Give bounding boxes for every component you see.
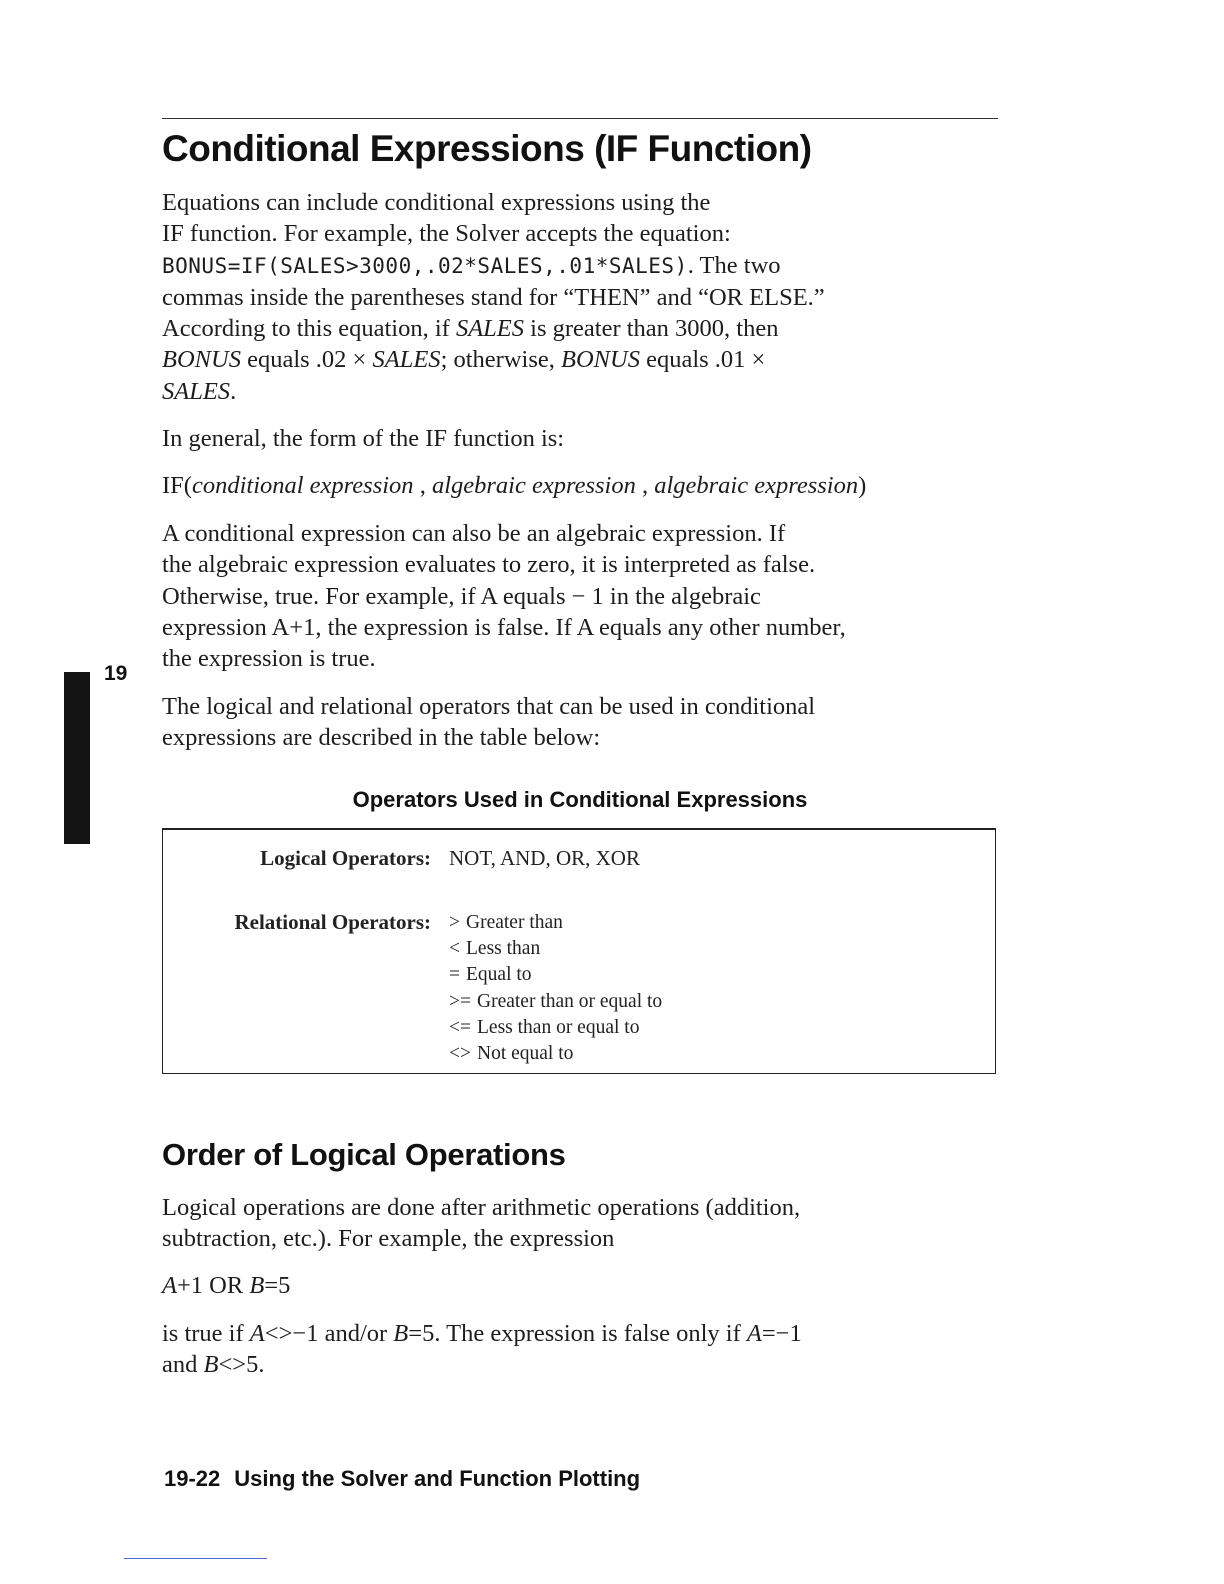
intro-line-6: BONUS equals .02 × SALES; otherwise, BONUS equals .01 × (162, 346, 766, 374)
operators-line-1: The logical and relational operators that can be used in conditional (162, 693, 816, 720)
bottom-rule (124, 1558, 267, 1559)
bonus-variable: BONUS (162, 346, 241, 374)
intro-paragraph (162, 187, 998, 407)
list-item: <= Less than or equal to (449, 1016, 640, 1038)
operators-table (162, 828, 996, 1074)
order-explanation (162, 1318, 998, 1381)
conditional-line-4: expression A+1, the expression is false. If A equals any other number, (162, 613, 846, 641)
sales-variable: SALES (455, 315, 525, 343)
list-item: > Greater than (449, 912, 563, 933)
intro-line-3: BONUS=IF(SALES>3000,.02*SALES,.01*SALES). The two (162, 251, 781, 279)
intro-line-5: According to this equation, if SALES is greater than 3000, then (162, 315, 779, 343)
order-paragraph (162, 1192, 998, 1255)
list-item: = Equal to (449, 964, 532, 986)
order-line-1: Logical operations are done after arithmetic operations (addition, (162, 1194, 801, 1221)
intro-line-7: SALES. (162, 377, 237, 405)
page-title: Conditional Expressions (IF Function) (162, 128, 812, 169)
chapter-tab-bar (64, 672, 90, 844)
order-line-2: subtraction, etc.). For example, the expression (162, 1225, 615, 1253)
list-item: < Less than (449, 938, 541, 960)
top-rule (162, 118, 998, 119)
equation-code: BONUS=IF(SALES>3000,.02*SALES,.01*SALES) (162, 253, 688, 278)
if-function-form: IF(conditional expression , algebraic expression , algebraic expression) (162, 472, 867, 499)
conditional-paragraph (162, 518, 998, 674)
list-item: >= Greater than or equal to (449, 990, 663, 1012)
conditional-line-5: the expression is true. (162, 645, 376, 673)
intro-line-1: Equations can include conditional expressions using the (162, 189, 711, 216)
intro-line-2: IF function. For example, the Solver accepts the equation: (162, 220, 731, 248)
logical-operators-label: Logical Operators: (260, 846, 431, 870)
conditional-line-3: Otherwise, true. For example, if A equals − 1 in the algebraic (162, 582, 761, 610)
general-form-intro: In general, the form of the IF function is: (162, 425, 565, 452)
logical-operators-value: NOT, AND, OR, XOR (449, 846, 640, 870)
relational-operators-list (449, 910, 662, 1067)
conditional-line-1: A conditional expression can also be an algebraic expression. If (162, 520, 786, 547)
chapter-number: 19 (104, 662, 128, 685)
operators-paragraph (162, 691, 998, 754)
chapter-title: Using the Solver and Function Plotting (234, 1466, 641, 1491)
relational-operators-label: Relational Operators: (234, 910, 431, 934)
list-item: <> Not equal to (449, 1043, 574, 1065)
order-line-3: is true if A<>−1 and/or B=5. The expression is false only if A=−1 (162, 1320, 802, 1347)
page-number: 19-22 (164, 1466, 221, 1491)
intro-line-4: commas inside the parentheses stand for “THEN” and “OR ELSE.” (162, 283, 825, 311)
example-expression: A+1 OR B=5 (162, 1272, 291, 1299)
page-footer (164, 1466, 640, 1492)
table-caption: Operators Used in Conditional Expressions (352, 787, 808, 812)
conditional-line-2: the algebraic expression evaluates to zero, it is interpreted as false. (162, 551, 816, 579)
section-heading: Order of Logical Operations (162, 1137, 566, 1172)
order-line-4: and B<>5. (162, 1351, 265, 1379)
operators-line-2: expressions are described in the table below: (162, 724, 601, 752)
